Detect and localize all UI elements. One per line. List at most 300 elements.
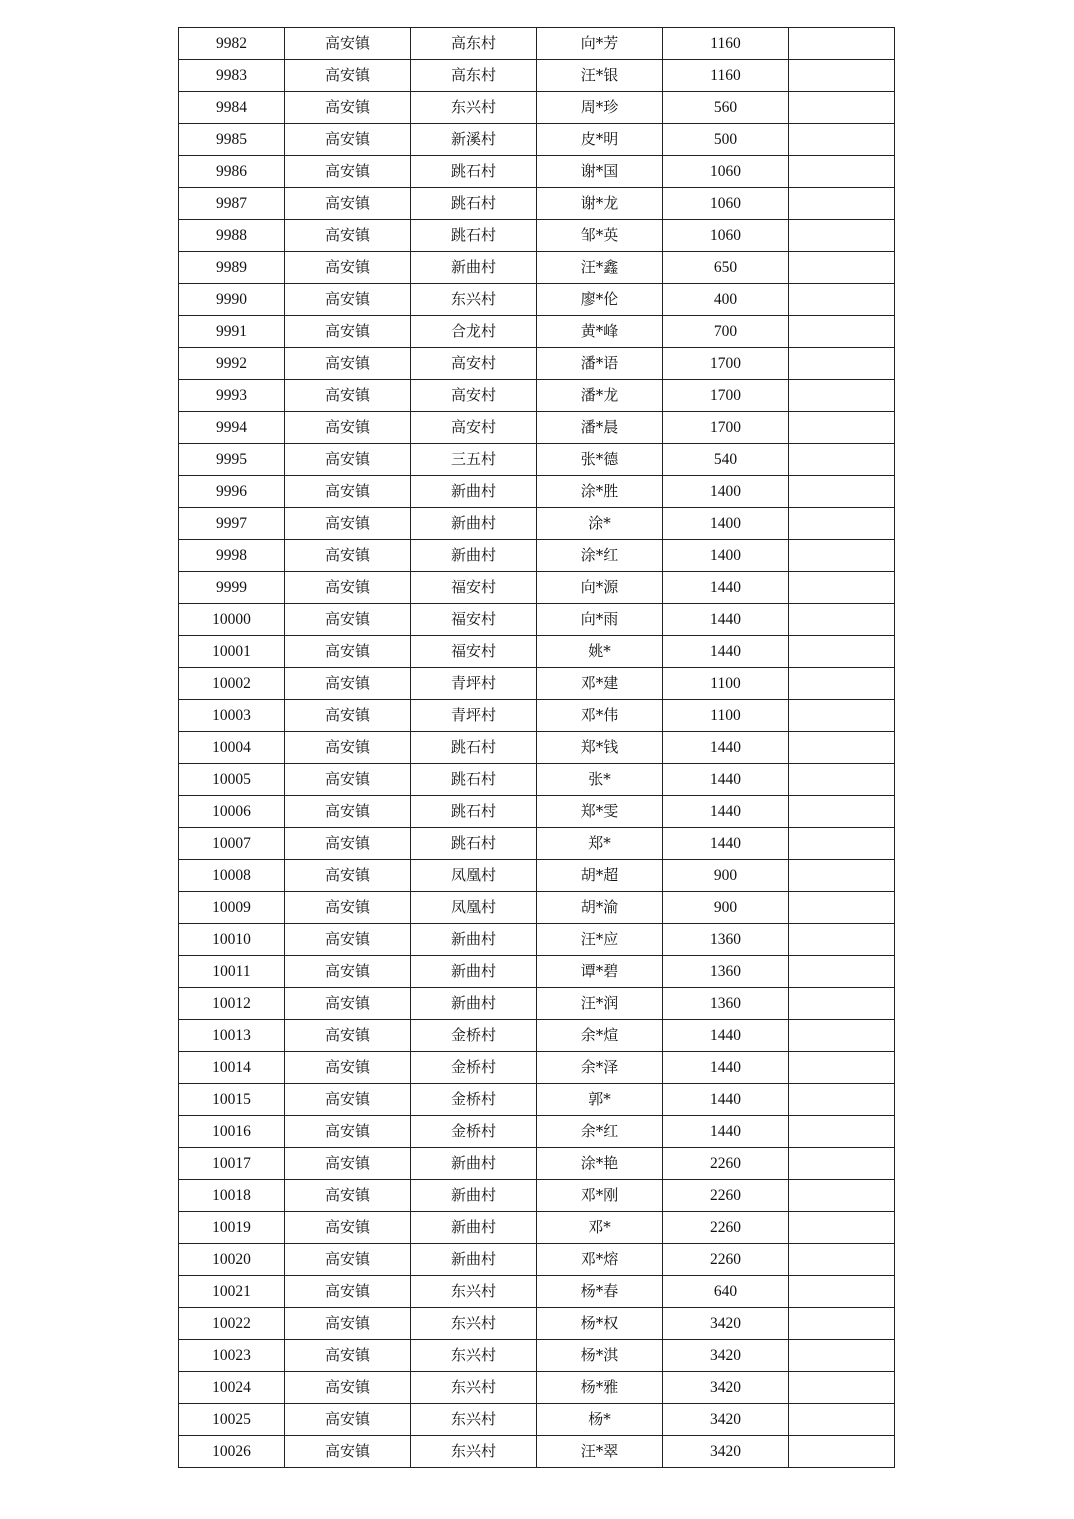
name-cell: 向*雨: [537, 604, 663, 636]
remark-cell: [789, 444, 895, 476]
table-row: [179, 444, 895, 476]
town-cell: 高安镇: [285, 348, 411, 380]
name-cell: 向*芳: [537, 28, 663, 60]
id-cell: 10000: [179, 604, 285, 636]
village-cell: 跳石村: [411, 764, 537, 796]
table-row: [179, 604, 895, 636]
name-cell: 邓*伟: [537, 700, 663, 732]
town-cell: 高安镇: [285, 860, 411, 892]
remark-cell: [789, 412, 895, 444]
town-cell: 高安镇: [285, 92, 411, 124]
id-cell: 9992: [179, 348, 285, 380]
id-cell: 9987: [179, 188, 285, 220]
town-cell: 高安镇: [285, 700, 411, 732]
table-row: [179, 1340, 895, 1372]
village-cell: 金桥村: [411, 1084, 537, 1116]
remark-cell: [789, 1308, 895, 1340]
id-cell: 10004: [179, 732, 285, 764]
village-cell: 跳石村: [411, 220, 537, 252]
name-cell: 谢*国: [537, 156, 663, 188]
village-cell: 新曲村: [411, 252, 537, 284]
name-cell: 汪*鑫: [537, 252, 663, 284]
amount-cell: 1100: [663, 668, 789, 700]
table-row: [179, 156, 895, 188]
remark-cell: [789, 1244, 895, 1276]
table-row: [179, 540, 895, 572]
remark-cell: [789, 316, 895, 348]
id-cell: 10007: [179, 828, 285, 860]
remark-cell: [789, 732, 895, 764]
name-cell: 邓*刚: [537, 1180, 663, 1212]
village-cell: 新曲村: [411, 508, 537, 540]
table-row: [179, 668, 895, 700]
remark-cell: [789, 1212, 895, 1244]
town-cell: 高安镇: [285, 1436, 411, 1468]
village-cell: 新曲村: [411, 988, 537, 1020]
remark-cell: [789, 60, 895, 92]
id-cell: 10001: [179, 636, 285, 668]
town-cell: 高安镇: [285, 1084, 411, 1116]
table-row: [179, 572, 895, 604]
name-cell: 潘*晨: [537, 412, 663, 444]
amount-cell: 1100: [663, 700, 789, 732]
amount-cell: 1360: [663, 924, 789, 956]
village-cell: 东兴村: [411, 284, 537, 316]
remark-cell: [789, 28, 895, 60]
village-cell: 东兴村: [411, 1404, 537, 1436]
id-cell: 10018: [179, 1180, 285, 1212]
town-cell: 高安镇: [285, 924, 411, 956]
village-cell: 福安村: [411, 604, 537, 636]
amount-cell: 700: [663, 316, 789, 348]
town-cell: 高安镇: [285, 220, 411, 252]
town-cell: 高安镇: [285, 124, 411, 156]
remark-cell: [789, 956, 895, 988]
table-row: [179, 1244, 895, 1276]
name-cell: 郑*钱: [537, 732, 663, 764]
name-cell: 杨*权: [537, 1308, 663, 1340]
remark-cell: [789, 1180, 895, 1212]
remark-cell: [789, 892, 895, 924]
id-cell: 10005: [179, 764, 285, 796]
amount-cell: 2260: [663, 1148, 789, 1180]
remark-cell: [789, 1436, 895, 1468]
town-cell: 高安镇: [285, 412, 411, 444]
id-cell: 10014: [179, 1052, 285, 1084]
name-cell: 谢*龙: [537, 188, 663, 220]
village-cell: 福安村: [411, 572, 537, 604]
table-row: [179, 1084, 895, 1116]
id-cell: 10016: [179, 1116, 285, 1148]
name-cell: 谭*碧: [537, 956, 663, 988]
table-row: [179, 988, 895, 1020]
name-cell: 余*红: [537, 1116, 663, 1148]
remark-cell: [789, 604, 895, 636]
table-body: [179, 28, 895, 1468]
amount-cell: 1440: [663, 1084, 789, 1116]
amount-cell: 1440: [663, 636, 789, 668]
id-cell: 10022: [179, 1308, 285, 1340]
remark-cell: [789, 1052, 895, 1084]
name-cell: 余*泽: [537, 1052, 663, 1084]
village-cell: 东兴村: [411, 92, 537, 124]
table-row: [179, 252, 895, 284]
table-row: [179, 700, 895, 732]
remark-cell: [789, 156, 895, 188]
village-cell: 新曲村: [411, 1212, 537, 1244]
table-row: [179, 1148, 895, 1180]
table-row: [179, 1020, 895, 1052]
table-row: [179, 636, 895, 668]
id-cell: 9984: [179, 92, 285, 124]
town-cell: 高安镇: [285, 508, 411, 540]
remark-cell: [789, 1084, 895, 1116]
name-cell: 黄*峰: [537, 316, 663, 348]
village-cell: 跳石村: [411, 188, 537, 220]
name-cell: 皮*明: [537, 124, 663, 156]
id-cell: 10025: [179, 1404, 285, 1436]
village-cell: 新曲村: [411, 540, 537, 572]
town-cell: 高安镇: [285, 476, 411, 508]
town-cell: 高安镇: [285, 604, 411, 636]
id-cell: 10020: [179, 1244, 285, 1276]
name-cell: 邓*熔: [537, 1244, 663, 1276]
table-row: [179, 284, 895, 316]
table-row: [179, 764, 895, 796]
id-cell: 10011: [179, 956, 285, 988]
amount-cell: 1360: [663, 988, 789, 1020]
amount-cell: 900: [663, 860, 789, 892]
town-cell: 高安镇: [285, 892, 411, 924]
village-cell: 跳石村: [411, 732, 537, 764]
village-cell: 新曲村: [411, 924, 537, 956]
remark-cell: [789, 1340, 895, 1372]
amount-cell: 3420: [663, 1436, 789, 1468]
table-row: [179, 1180, 895, 1212]
village-cell: 新曲村: [411, 476, 537, 508]
amount-cell: 1060: [663, 220, 789, 252]
remark-cell: [789, 1020, 895, 1052]
id-cell: 10003: [179, 700, 285, 732]
town-cell: 高安镇: [285, 1052, 411, 1084]
village-cell: 东兴村: [411, 1340, 537, 1372]
id-cell: 10010: [179, 924, 285, 956]
remark-cell: [789, 92, 895, 124]
village-cell: 新溪村: [411, 124, 537, 156]
table-row: [179, 1116, 895, 1148]
amount-cell: 1440: [663, 1116, 789, 1148]
table-row: [179, 860, 895, 892]
town-cell: 高安镇: [285, 188, 411, 220]
amount-cell: 640: [663, 1276, 789, 1308]
name-cell: 涂*胜: [537, 476, 663, 508]
amount-cell: 2260: [663, 1244, 789, 1276]
table-row: [179, 92, 895, 124]
name-cell: 邹*英: [537, 220, 663, 252]
amount-cell: 3420: [663, 1308, 789, 1340]
remark-cell: [789, 988, 895, 1020]
table-row: [179, 28, 895, 60]
amount-cell: 1440: [663, 604, 789, 636]
table-row: [179, 924, 895, 956]
id-cell: 9996: [179, 476, 285, 508]
town-cell: 高安镇: [285, 636, 411, 668]
town-cell: 高安镇: [285, 732, 411, 764]
name-cell: 郑*: [537, 828, 663, 860]
amount-cell: 1160: [663, 28, 789, 60]
name-cell: 张*: [537, 764, 663, 796]
village-cell: 青坪村: [411, 668, 537, 700]
name-cell: 余*煊: [537, 1020, 663, 1052]
town-cell: 高安镇: [285, 796, 411, 828]
name-cell: 郭*: [537, 1084, 663, 1116]
name-cell: 邓*: [537, 1212, 663, 1244]
name-cell: 郑*雯: [537, 796, 663, 828]
table-row: [179, 508, 895, 540]
town-cell: 高安镇: [285, 1148, 411, 1180]
remark-cell: [789, 636, 895, 668]
amount-cell: 400: [663, 284, 789, 316]
name-cell: 姚*: [537, 636, 663, 668]
id-cell: 9989: [179, 252, 285, 284]
amount-cell: 900: [663, 892, 789, 924]
id-cell: 10023: [179, 1340, 285, 1372]
id-cell: 9986: [179, 156, 285, 188]
name-cell: 胡*超: [537, 860, 663, 892]
name-cell: 杨*淇: [537, 1340, 663, 1372]
town-cell: 高安镇: [285, 1276, 411, 1308]
village-cell: 东兴村: [411, 1276, 537, 1308]
amount-cell: 1400: [663, 508, 789, 540]
amount-cell: 2260: [663, 1212, 789, 1244]
amount-cell: 1060: [663, 188, 789, 220]
amount-cell: 3420: [663, 1404, 789, 1436]
town-cell: 高安镇: [285, 1308, 411, 1340]
village-cell: 金桥村: [411, 1020, 537, 1052]
id-cell: 10002: [179, 668, 285, 700]
amount-cell: 1700: [663, 380, 789, 412]
remark-cell: [789, 924, 895, 956]
table-row: [179, 1052, 895, 1084]
table-row: [179, 124, 895, 156]
remark-cell: [789, 348, 895, 380]
village-cell: 高东村: [411, 60, 537, 92]
village-cell: 新曲村: [411, 956, 537, 988]
village-cell: 东兴村: [411, 1308, 537, 1340]
table-row: [179, 1404, 895, 1436]
amount-cell: 650: [663, 252, 789, 284]
id-cell: 9999: [179, 572, 285, 604]
amount-cell: 1440: [663, 1052, 789, 1084]
name-cell: 邓*建: [537, 668, 663, 700]
village-cell: 新曲村: [411, 1148, 537, 1180]
village-cell: 凤凰村: [411, 860, 537, 892]
name-cell: 杨*春: [537, 1276, 663, 1308]
town-cell: 高安镇: [285, 1404, 411, 1436]
table-row: [179, 956, 895, 988]
amount-cell: 1440: [663, 764, 789, 796]
remark-cell: [789, 764, 895, 796]
town-cell: 高安镇: [285, 1116, 411, 1148]
village-cell: 跳石村: [411, 156, 537, 188]
village-cell: 高安村: [411, 380, 537, 412]
id-cell: 10006: [179, 796, 285, 828]
name-cell: 胡*渝: [537, 892, 663, 924]
table-row: [179, 1212, 895, 1244]
id-cell: 10015: [179, 1084, 285, 1116]
id-cell: 9993: [179, 380, 285, 412]
table-row: [179, 412, 895, 444]
name-cell: 涂*艳: [537, 1148, 663, 1180]
table-row: [179, 60, 895, 92]
table-row: [179, 1372, 895, 1404]
town-cell: 高安镇: [285, 444, 411, 476]
town-cell: 高安镇: [285, 284, 411, 316]
id-cell: 9985: [179, 124, 285, 156]
remark-cell: [789, 860, 895, 892]
name-cell: 汪*润: [537, 988, 663, 1020]
town-cell: 高安镇: [285, 764, 411, 796]
remark-cell: [789, 188, 895, 220]
id-cell: 9990: [179, 284, 285, 316]
town-cell: 高安镇: [285, 668, 411, 700]
remark-cell: [789, 572, 895, 604]
remark-cell: [789, 700, 895, 732]
name-cell: 汪*应: [537, 924, 663, 956]
id-cell: 10021: [179, 1276, 285, 1308]
name-cell: 潘*语: [537, 348, 663, 380]
town-cell: 高安镇: [285, 828, 411, 860]
amount-cell: 3420: [663, 1372, 789, 1404]
town-cell: 高安镇: [285, 956, 411, 988]
town-cell: 高安镇: [285, 252, 411, 284]
town-cell: 高安镇: [285, 60, 411, 92]
table-row: [179, 1308, 895, 1340]
amount-cell: 1400: [663, 540, 789, 572]
id-cell: 9983: [179, 60, 285, 92]
remark-cell: [789, 1148, 895, 1180]
amount-cell: 540: [663, 444, 789, 476]
amount-cell: 1700: [663, 412, 789, 444]
table-row: [179, 380, 895, 412]
table-row: [179, 348, 895, 380]
village-cell: 三五村: [411, 444, 537, 476]
table-row: [179, 1436, 895, 1468]
id-cell: 10024: [179, 1372, 285, 1404]
remark-cell: [789, 508, 895, 540]
village-cell: 金桥村: [411, 1052, 537, 1084]
village-cell: 高安村: [411, 412, 537, 444]
table-row: [179, 188, 895, 220]
table-row: [179, 828, 895, 860]
id-cell: 10012: [179, 988, 285, 1020]
name-cell: 涂*红: [537, 540, 663, 572]
town-cell: 高安镇: [285, 1020, 411, 1052]
amount-cell: 1440: [663, 828, 789, 860]
data-table: [178, 27, 895, 1468]
amount-cell: 1440: [663, 572, 789, 604]
amount-cell: 2260: [663, 1180, 789, 1212]
remark-cell: [789, 124, 895, 156]
amount-cell: 1700: [663, 348, 789, 380]
remark-cell: [789, 380, 895, 412]
id-cell: 9997: [179, 508, 285, 540]
name-cell: 杨*雅: [537, 1372, 663, 1404]
name-cell: 向*源: [537, 572, 663, 604]
village-cell: 东兴村: [411, 1372, 537, 1404]
town-cell: 高安镇: [285, 1244, 411, 1276]
amount-cell: 1160: [663, 60, 789, 92]
village-cell: 新曲村: [411, 1180, 537, 1212]
town-cell: 高安镇: [285, 1372, 411, 1404]
table-row: [179, 796, 895, 828]
id-cell: 10019: [179, 1212, 285, 1244]
village-cell: 高安村: [411, 348, 537, 380]
id-cell: 10017: [179, 1148, 285, 1180]
table-row: [179, 316, 895, 348]
remark-cell: [789, 476, 895, 508]
village-cell: 合龙村: [411, 316, 537, 348]
village-cell: 跳石村: [411, 796, 537, 828]
town-cell: 高安镇: [285, 1340, 411, 1372]
town-cell: 高安镇: [285, 540, 411, 572]
name-cell: 廖*伦: [537, 284, 663, 316]
amount-cell: 1440: [663, 732, 789, 764]
village-cell: 金桥村: [411, 1116, 537, 1148]
name-cell: 汪*翠: [537, 1436, 663, 1468]
village-cell: 跳石村: [411, 828, 537, 860]
id-cell: 10008: [179, 860, 285, 892]
town-cell: 高安镇: [285, 28, 411, 60]
town-cell: 高安镇: [285, 156, 411, 188]
name-cell: 潘*龙: [537, 380, 663, 412]
name-cell: 涂*: [537, 508, 663, 540]
town-cell: 高安镇: [285, 572, 411, 604]
id-cell: 9991: [179, 316, 285, 348]
remark-cell: [789, 1116, 895, 1148]
village-cell: 青坪村: [411, 700, 537, 732]
village-cell: 凤凰村: [411, 892, 537, 924]
amount-cell: 560: [663, 92, 789, 124]
amount-cell: 1440: [663, 796, 789, 828]
remark-cell: [789, 1276, 895, 1308]
name-cell: 张*德: [537, 444, 663, 476]
id-cell: 9982: [179, 28, 285, 60]
remark-cell: [789, 796, 895, 828]
town-cell: 高安镇: [285, 380, 411, 412]
village-cell: 东兴村: [411, 1436, 537, 1468]
amount-cell: 1360: [663, 956, 789, 988]
amount-cell: 500: [663, 124, 789, 156]
id-cell: 9995: [179, 444, 285, 476]
table-row: [179, 892, 895, 924]
remark-cell: [789, 220, 895, 252]
id-cell: 9988: [179, 220, 285, 252]
amount-cell: 3420: [663, 1340, 789, 1372]
town-cell: 高安镇: [285, 1180, 411, 1212]
remark-cell: [789, 668, 895, 700]
name-cell: 周*珍: [537, 92, 663, 124]
name-cell: 杨*: [537, 1404, 663, 1436]
table-row: [179, 1276, 895, 1308]
village-cell: 福安村: [411, 636, 537, 668]
id-cell: 10009: [179, 892, 285, 924]
remark-cell: [789, 252, 895, 284]
remark-cell: [789, 1404, 895, 1436]
town-cell: 高安镇: [285, 316, 411, 348]
amount-cell: 1060: [663, 156, 789, 188]
amount-cell: 1400: [663, 476, 789, 508]
